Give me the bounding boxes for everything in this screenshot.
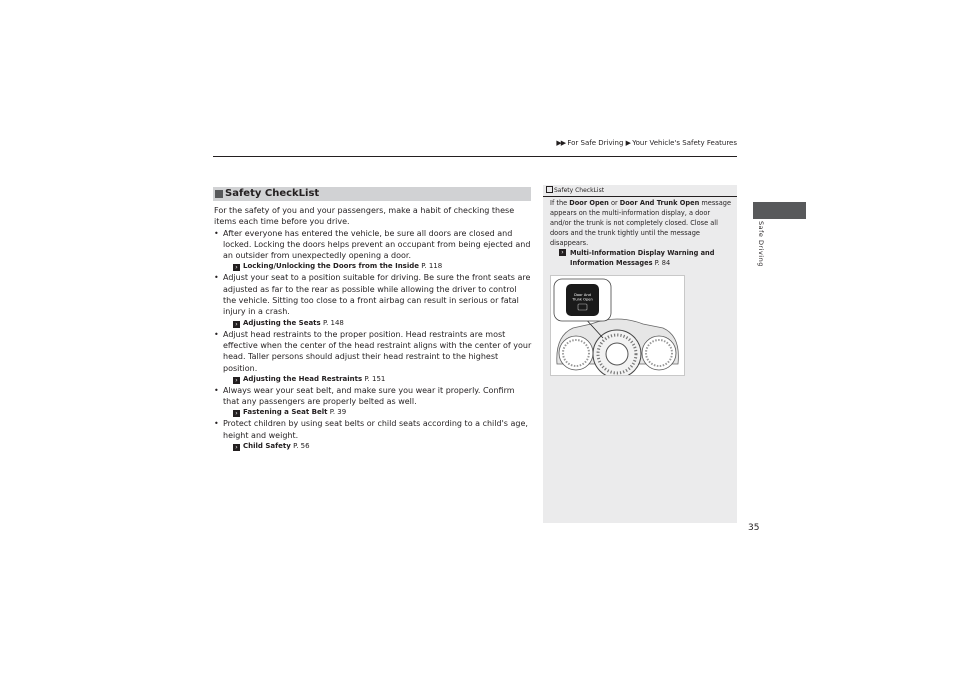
reference-arrow-icon: › bbox=[233, 410, 240, 417]
item-text: After everyone has entered the vehicle, be sure all doors are closed and locked. Locking the doors helps prevent an occupant from being ejected and an outsider from unexpectedly opening a door. bbox=[223, 228, 531, 261]
section-heading bbox=[213, 187, 531, 201]
cross-reference-link[interactable] bbox=[214, 407, 532, 418]
main-content bbox=[214, 205, 532, 452]
note-text: If the bbox=[550, 199, 570, 207]
breadcrumb-subsection[interactable]: Your Vehicle's Safety Features bbox=[632, 139, 737, 147]
note-body bbox=[550, 198, 732, 248]
breadcrumb-arrow-icon: ▶▶ bbox=[556, 139, 566, 147]
display-text-line-1: Door And bbox=[574, 293, 591, 297]
reference-title: Child Safety bbox=[243, 442, 291, 451]
note-text: message appears on the multi-information display, a door and/or the trunk is not completely closed. Close all doors and the trunk tightly until the message disappears. bbox=[550, 199, 732, 247]
item-text: Protect children by using seat belts or child seats according to a child's age, height and weight. bbox=[223, 419, 528, 440]
note-heading-text: Safety CheckList bbox=[554, 187, 605, 194]
display-text-line-2: Trunk Open bbox=[572, 297, 593, 302]
checklist-item bbox=[214, 228, 532, 273]
reference-title: Locking/Unlocking the Doors from the Inside bbox=[243, 262, 419, 271]
chapter-tab[interactable] bbox=[753, 202, 806, 219]
checklist-item bbox=[214, 418, 532, 452]
checklist-item bbox=[214, 329, 532, 385]
instrument-cluster-illustration bbox=[550, 275, 685, 376]
bullet-icon: • bbox=[214, 228, 219, 238]
cross-reference-link[interactable] bbox=[214, 441, 532, 452]
reference-arrow-icon: › bbox=[559, 249, 566, 256]
reference-page: P. 148 bbox=[322, 318, 344, 327]
heading-square-icon bbox=[215, 190, 223, 198]
header-rule bbox=[213, 156, 737, 157]
bullet-icon: • bbox=[214, 273, 219, 283]
intro-text: For the safety of you and your passengers, make a habit of checking these items each time before you drive. bbox=[214, 206, 515, 227]
note-message-door-open: Door Open bbox=[569, 199, 609, 207]
note-reference-page: P. 84 bbox=[654, 259, 671, 267]
reference-arrow-icon: › bbox=[233, 377, 240, 384]
item-text: Adjust your seat to a position suitable for driving. Be sure the front seats are adjusted as far to the rear as possible while allowing the driver to control the vehicle. Sitting too close to a front airbag can result in serious or fatal injury in a crash. bbox=[223, 273, 531, 317]
reference-page: P. 39 bbox=[329, 408, 347, 417]
item-text: Always wear your seat belt, and make sure you wear it properly. Confirm that any passengers are properly belted as well. bbox=[223, 385, 515, 407]
note-text: or bbox=[608, 199, 620, 207]
reference-arrow-icon: › bbox=[233, 444, 240, 451]
cross-reference-link[interactable] bbox=[214, 261, 532, 272]
checklist-item bbox=[214, 385, 532, 419]
page-number: 35 bbox=[748, 523, 760, 533]
reference-page: P. 118 bbox=[421, 262, 443, 271]
breadcrumb bbox=[540, 139, 737, 147]
reference-page: P. 151 bbox=[364, 374, 386, 383]
checklist-item bbox=[214, 272, 532, 328]
note-rule bbox=[543, 196, 737, 197]
instrument-cluster-svg bbox=[551, 276, 684, 375]
bullet-icon: • bbox=[214, 419, 219, 429]
note-box-icon bbox=[546, 186, 553, 193]
reference-page: P. 56 bbox=[293, 442, 310, 451]
reference-arrow-icon: › bbox=[233, 264, 240, 271]
reference-title: Fastening a Seat Belt bbox=[243, 408, 328, 417]
bullet-icon: • bbox=[214, 385, 219, 395]
reference-arrow-icon: › bbox=[233, 321, 240, 328]
breadcrumb-section[interactable]: For Safe Driving bbox=[567, 139, 624, 147]
note-reference-title: Multi-Information Display Warning and Information Messages bbox=[570, 249, 715, 267]
cross-reference-link[interactable] bbox=[214, 318, 532, 329]
item-text: Adjust head restraints to the proper position. Head restraints are most effective when the center of the head restraint aligns with the center of your head. Taller persons should adjust their head restraint to the highest position. bbox=[223, 329, 532, 373]
chapter-tab-label: Safe Driving bbox=[757, 221, 765, 267]
section-title: Safety CheckList bbox=[225, 188, 320, 199]
note-heading bbox=[546, 186, 604, 194]
note-cross-reference-link[interactable] bbox=[559, 248, 729, 268]
cross-reference-link[interactable] bbox=[214, 374, 532, 385]
reference-title: Adjusting the Seats bbox=[243, 318, 321, 327]
reference-title: Adjusting the Head Restraints bbox=[243, 374, 363, 383]
breadcrumb-arrow-icon: ▶ bbox=[625, 139, 631, 147]
sidebar-note bbox=[543, 185, 737, 523]
bullet-icon: • bbox=[214, 329, 219, 339]
note-message-door-trunk-open: Door And Trunk Open bbox=[619, 199, 700, 207]
